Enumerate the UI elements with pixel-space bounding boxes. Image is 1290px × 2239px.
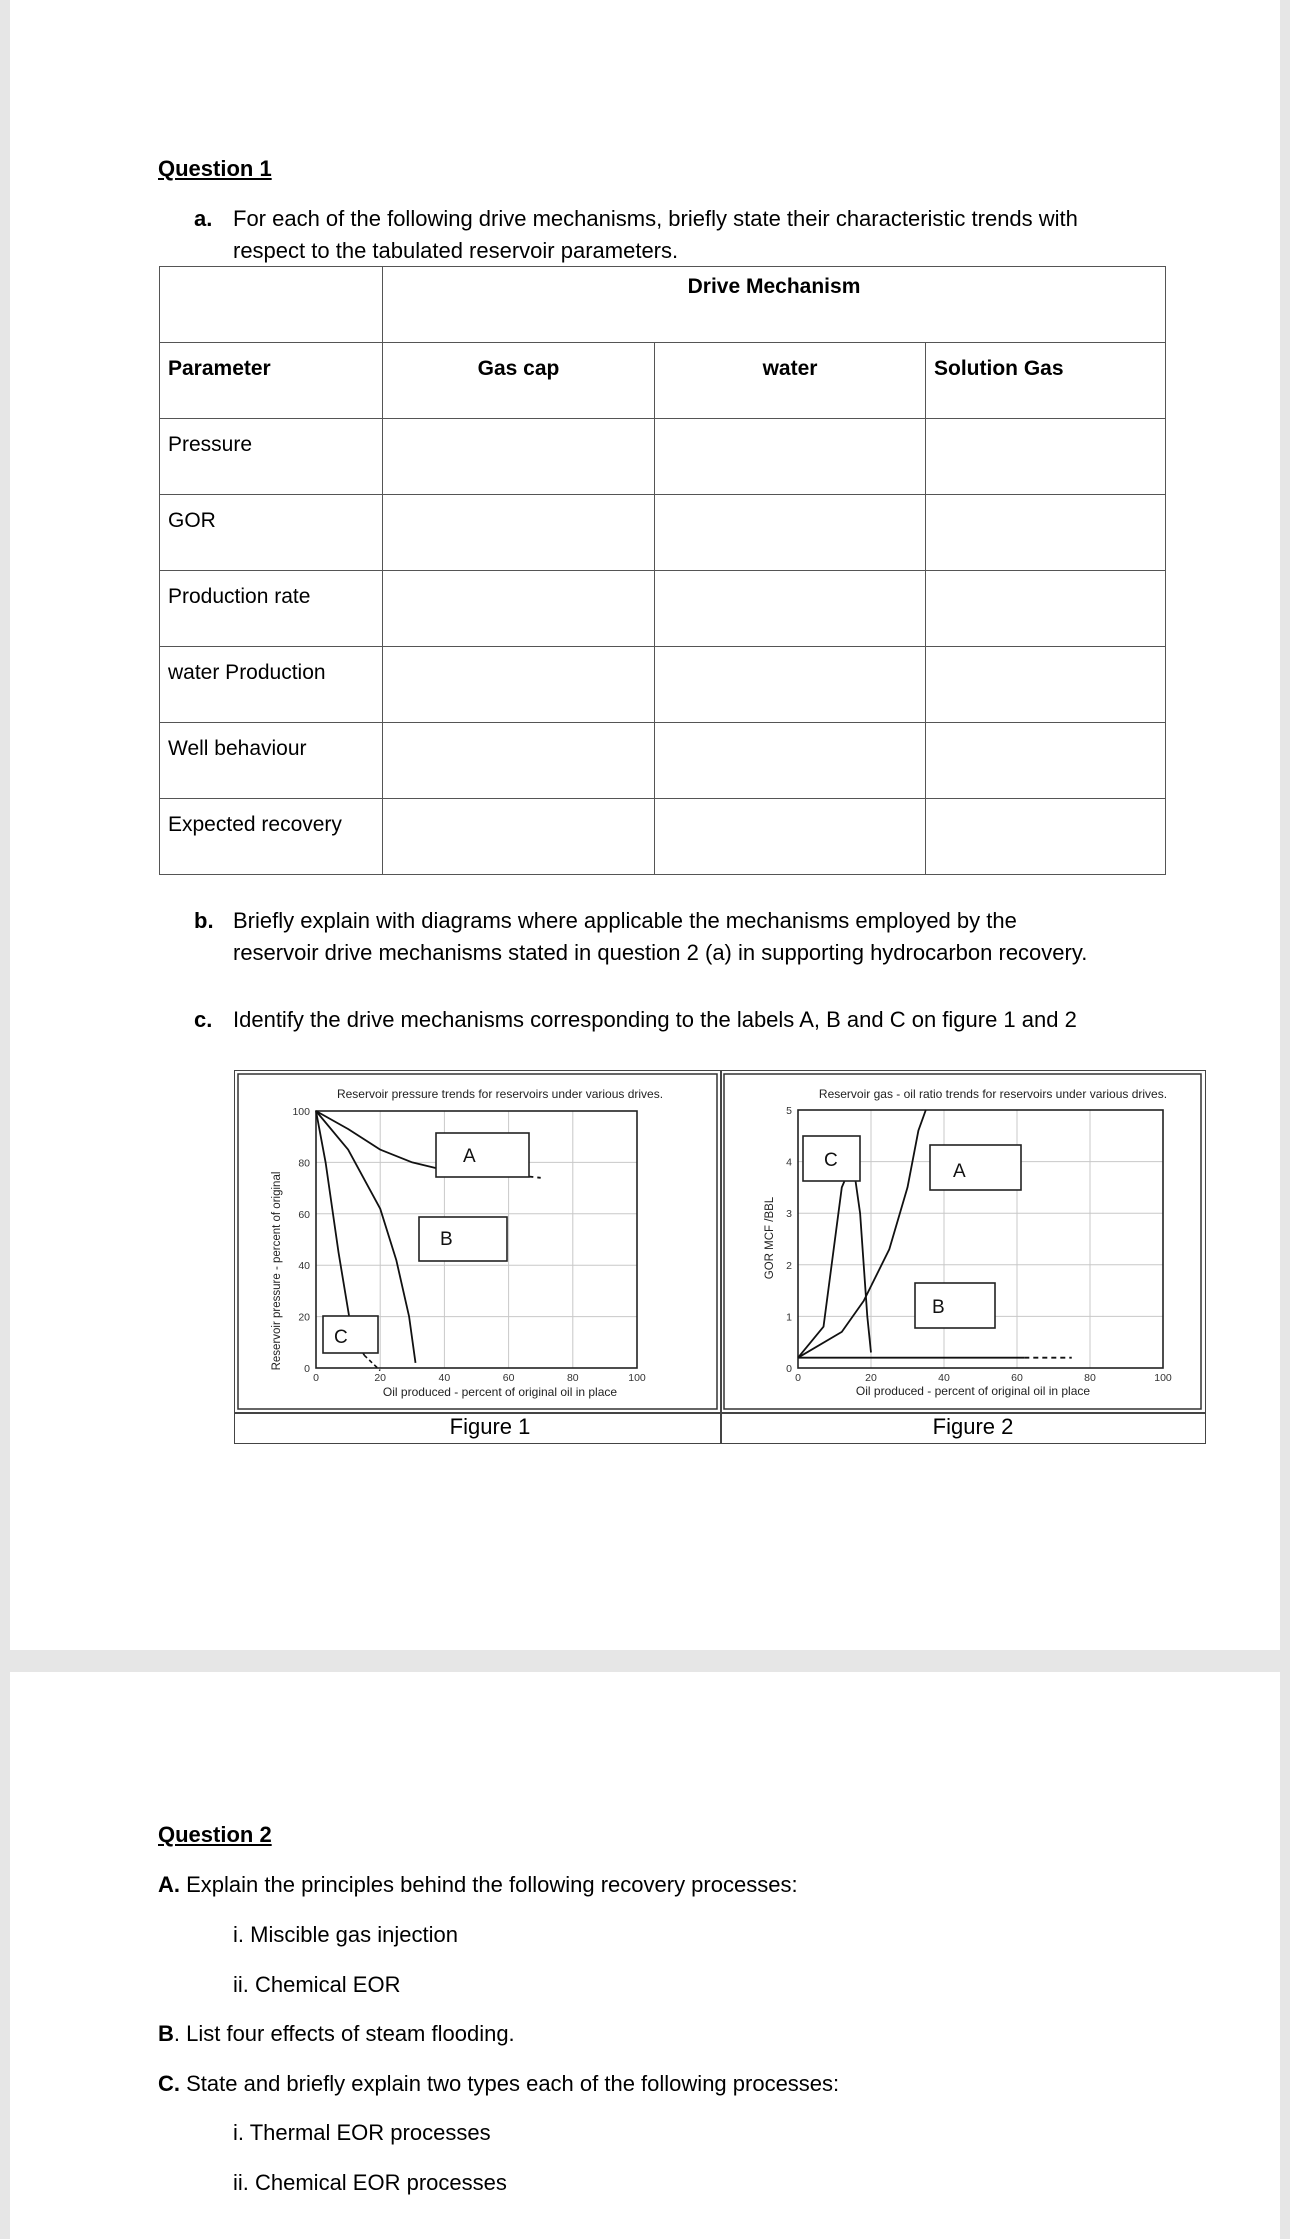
q2-part-c-item-1: i. Thermal EOR processes	[233, 2120, 491, 2145]
part-c-line1: Identify the drive mechanisms corresponding to the labels A, B and C on figure 1 and 2	[233, 1007, 1077, 1032]
table-cell	[655, 571, 926, 647]
page-2	[10, 1672, 1280, 2239]
y-tick-label: 20	[298, 1311, 310, 1324]
table-cell	[383, 419, 655, 495]
x-tick-label: 20	[374, 1372, 387, 1384]
part-b-line1: Briefly explain with diagrams where applicable the mechanisms employed by the	[233, 908, 1017, 933]
q2-part-c-item-2: ii. Chemical EOR processes	[233, 2170, 507, 2195]
table-cell	[926, 419, 1166, 495]
y-tick-label: 100	[292, 1106, 310, 1118]
table-cell	[655, 419, 926, 495]
table-cell	[926, 799, 1166, 875]
page-1	[10, 0, 1280, 1650]
q2-part-b	[158, 2019, 515, 2049]
part-a-line2: respect to the tabulated reservoir parameters.	[233, 238, 679, 263]
label-box-c	[323, 1316, 378, 1353]
x-tick-label: 100	[628, 1372, 646, 1384]
table-cell	[926, 723, 1166, 799]
label-box-a	[436, 1133, 529, 1177]
row-label-pressure: Pressure	[160, 419, 383, 495]
q2-part-a-text: Explain the principles behind the following recovery processes:	[180, 1872, 798, 1897]
figure-2-chart	[723, 1073, 1202, 1410]
figure-2-caption: Figure 2	[932, 1414, 1014, 1439]
y-tick-label: 0	[304, 1363, 310, 1375]
row-label-expected-recovery: Expected recovery	[160, 799, 383, 875]
y-tick-label: 80	[298, 1157, 310, 1170]
q2-part-b-letter: B	[158, 2021, 174, 2046]
q2-part-a-letter: A.	[158, 1872, 180, 1897]
table-cell	[926, 495, 1166, 571]
y-tick-label: 2	[786, 1259, 792, 1272]
drive-mechanism-header: Drive Mechanism	[383, 267, 1166, 343]
q2-part-a-item-1: i. Miscible gas injection	[233, 1922, 458, 1947]
table-cell	[383, 647, 655, 723]
part-c-letter: c.	[194, 1007, 213, 1032]
q2-part-a-item-2: ii. Chemical EOR	[233, 1972, 401, 1997]
label-a: A	[463, 1146, 476, 1167]
q2-part-c	[158, 2069, 839, 2099]
y-tick-label: 3	[786, 1208, 792, 1221]
part-a-line1: For each of the following drive mechanisms, briefly state their characteristic trends with	[233, 206, 1078, 231]
label-b: B	[440, 1229, 453, 1250]
table-cell	[383, 723, 655, 799]
figures-caption-rule	[234, 1412, 1205, 1414]
part-a-letter: a.	[194, 206, 213, 231]
label-c: C	[334, 1327, 348, 1348]
col-header-solution-gas: Solution Gas	[926, 343, 1166, 419]
y-tick-label: 60	[298, 1208, 310, 1221]
x-tick-label: 60	[502, 1372, 515, 1384]
figure-1-chart	[237, 1073, 718, 1410]
x-tick-label: 40	[938, 1372, 950, 1384]
x-tick-label: 0	[795, 1372, 801, 1384]
q2-part-c-text: State and briefly explain two types each of the following processes:	[180, 2071, 840, 2096]
chart-title: Reservoir pressure trends for reservoirs under various drives.	[336, 1087, 664, 1101]
figure-1-caption: Figure 1	[449, 1414, 531, 1439]
table-cell	[655, 647, 926, 723]
table-cell	[383, 799, 655, 875]
x-axis-label: Oil produced - percent of original oil in place	[382, 1385, 618, 1399]
table-cell	[383, 571, 655, 647]
label-box-a	[930, 1145, 1021, 1190]
x-tick-label: 20	[865, 1372, 877, 1384]
table-cell	[383, 495, 655, 571]
x-tick-label: 60	[1011, 1372, 1023, 1384]
table-cell	[926, 647, 1166, 723]
x-tick-label: 0	[313, 1372, 319, 1384]
table-cell	[655, 723, 926, 799]
table-cell	[655, 495, 926, 571]
label-box-b	[419, 1217, 507, 1261]
label-b: B	[932, 1297, 945, 1318]
y-tick-label: 4	[786, 1156, 792, 1169]
col-header-gas-cap: Gas cap	[383, 343, 655, 419]
part-b-line2: reservoir drive mechanisms stated in question 2 (a) in supporting hydrocarbon recovery.	[233, 940, 1088, 965]
col-header-water: water	[655, 343, 926, 419]
part-b-letter: b.	[194, 908, 214, 933]
q2-part-b-text: . List four effects of steam flooding.	[173, 2021, 515, 2046]
row-label-well-behaviour: Well behaviour	[160, 723, 383, 799]
label-c: C	[824, 1150, 838, 1171]
parameter-header: Parameter	[160, 343, 383, 419]
table-corner-cell	[160, 267, 383, 343]
y-tick-label: 0	[786, 1363, 792, 1375]
x-tick-label: 80	[1084, 1372, 1096, 1384]
question-1-title: Question 1	[158, 156, 272, 181]
row-label-water-production: water Production	[160, 647, 383, 723]
table-cell	[655, 799, 926, 875]
drive-mechanism-table	[159, 266, 1166, 875]
question-2-title: Question 2	[158, 1822, 272, 1847]
row-label-gor: GOR	[160, 495, 383, 571]
figures-divider	[720, 1070, 722, 1443]
label-box-b	[915, 1283, 995, 1328]
y-axis-label: Reservoir pressure - percent of original	[271, 1171, 283, 1371]
q2-part-c-letter: C.	[158, 2071, 180, 2096]
x-tick-label: 100	[1154, 1372, 1172, 1384]
chart-title: Reservoir gas - oil ratio trends for reservoirs under various drives.	[818, 1087, 1168, 1101]
y-tick-label: 40	[298, 1260, 310, 1273]
x-tick-label: 40	[438, 1372, 451, 1384]
table-cell	[926, 571, 1166, 647]
label-a: A	[953, 1161, 966, 1182]
y-tick-label: 5	[786, 1105, 792, 1117]
y-tick-label: 1	[786, 1311, 792, 1324]
row-label-production-rate: Production rate	[160, 571, 383, 647]
x-axis-label: Oil produced - percent of original oil in place	[855, 1384, 1091, 1398]
q2-part-a	[158, 1870, 798, 1900]
x-tick-label: 80	[566, 1372, 579, 1384]
y-axis-label: GOR MCF /BBL	[764, 1196, 776, 1280]
